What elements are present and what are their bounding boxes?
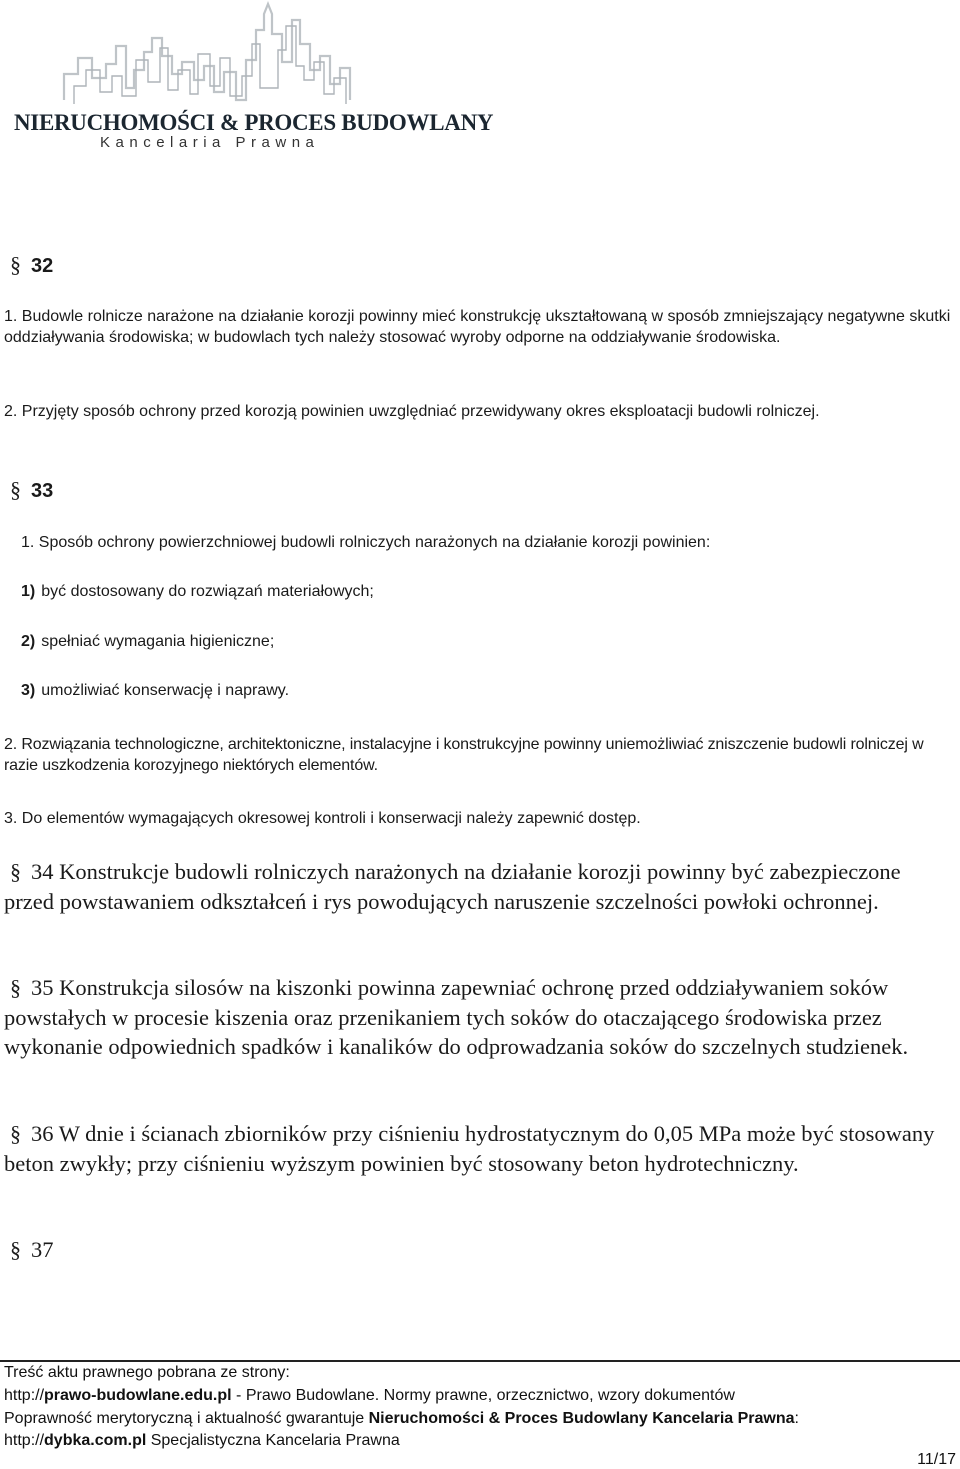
footer-source-link[interactable]: http://prawo-budowlane.edu.pl <box>4 1387 232 1404</box>
section-text: W dnie i ścianach zbiorników przy ciśnieniu hydrostatycznym do 0,05 MPa może być stosowany beton zwykły; przy ciśnieniu wyższym powinien być stosowany beton hydrotechniczny. <box>4 1121 935 1176</box>
section-number: 32 <box>31 255 54 277</box>
footer-firm-name: Nieruchomości & Proces Budowlany Kancelaria Prawna <box>368 1410 795 1427</box>
logo-title: NIERUCHOMOŚCI & PROCES BUDOWLANY <box>14 110 494 135</box>
section-sign: § <box>10 252 21 277</box>
footer-source-label: Treść aktu prawnego pobrana ze strony: <box>4 1364 290 1381</box>
section-number: 37 <box>31 1237 54 1262</box>
section-text: Konstrukcja silosów na kiszonki powinna zapewniać ochronę przed oddziaływaniem soków powstałych w procesie kiszenia oraz przenikaniem tych soków do otaczającego środowiska przez wykonanie odpowiednich spadków i kanalików do odprowadzania soków do szczelnych studzienek. <box>4 975 909 1059</box>
footer-firm-link[interactable]: http://dybka.com.pl <box>4 1432 147 1449</box>
section-33-paragraph-1: 1. Sposób ochrony powierzchniowej budowli rolniczych narażonych na działanie korozji powinien: <box>21 534 711 551</box>
footer-guarantee-line <box>4 1410 799 1428</box>
section-number: 36 <box>31 1121 54 1146</box>
list-item-text: spełniać wymagania higieniczne; <box>41 633 275 650</box>
footer-divider <box>0 1360 960 1362</box>
list-item-number: 2) <box>21 633 36 650</box>
footer-guarantee-text: Poprawność merytoryczną i aktualność gwarantuje <box>4 1410 369 1427</box>
section-text: Konstrukcje budowli rolniczych narażonych na działanie korozji powinny być zabezpieczone przed powstawaniem odkształceń i rys powodujących naruszenie szczelności powłoki ochronnej. <box>4 859 901 914</box>
logo-subtitle: Kancelaria Prawna <box>100 134 320 151</box>
section-sign: § <box>10 859 21 884</box>
list-item-text: być dostosowany do rozwiązań materiałowych; <box>41 583 374 600</box>
section-number: 34 <box>31 859 54 884</box>
section-34 <box>4 857 944 916</box>
footer-firm-line <box>4 1432 400 1450</box>
section-number: 35 <box>31 975 54 1000</box>
footer-source-description: - Prawo Budowlane. Normy prawne, orzecznictwo, wzory dokumentów <box>231 1387 735 1404</box>
list-item-number: 3) <box>21 682 36 699</box>
section-36 <box>4 1119 939 1178</box>
section-sign: § <box>10 975 21 1000</box>
section-32-heading <box>10 252 53 278</box>
footer-colon: : <box>794 1410 799 1427</box>
list-item <box>21 682 289 700</box>
section-number: 33 <box>31 480 54 502</box>
footer-firm-description: Specjalistyczna Kancelaria Prawna <box>146 1432 400 1449</box>
section-37 <box>4 1235 54 1265</box>
section-33-paragraph-3: 3. Do elementów wymagających okresowej kontroli i konserwacji należy zapewnić dostęp. <box>4 810 641 827</box>
section-32-paragraph-2: 2. Przyjęty sposób ochrony przed korozją powinien uwzględniać przewidywany okres eksploatacji budowli rolniczej. <box>4 403 820 420</box>
section-sign: § <box>10 1237 21 1262</box>
list-item <box>21 583 374 601</box>
section-33-paragraph-2: 2. Rozwiązania technologiczne, architektoniczne, instalacyjne i konstrukcyjne powinny uniemożliwiać zniszczenie budowli rolniczej w razie uszkodzenia korozyjnego niektórych elementów. <box>4 736 924 774</box>
header-logo <box>12 0 494 160</box>
list-item-text: umożliwiać konserwację i naprawy. <box>41 682 290 699</box>
list-item <box>21 633 274 651</box>
section-sign: § <box>10 477 21 502</box>
skyline-logo-icon <box>12 0 422 112</box>
section-32-paragraph-1: 1. Budowle rolnicze narażone na działanie korozji powinny mieć konstrukcję ukształtowaną w sposób zmniejszający negatywne skutki oddziaływania środowiska; w budowlach tych należy stosować wyroby odporne na oddziaływanie środowiska. <box>4 308 951 346</box>
footer-source-line <box>4 1387 735 1405</box>
section-sign: § <box>10 1121 21 1146</box>
section-35 <box>4 973 939 1062</box>
section-33-heading <box>10 477 53 503</box>
list-item-number: 1) <box>21 583 36 600</box>
page-number: 11/17 <box>917 1451 956 1468</box>
